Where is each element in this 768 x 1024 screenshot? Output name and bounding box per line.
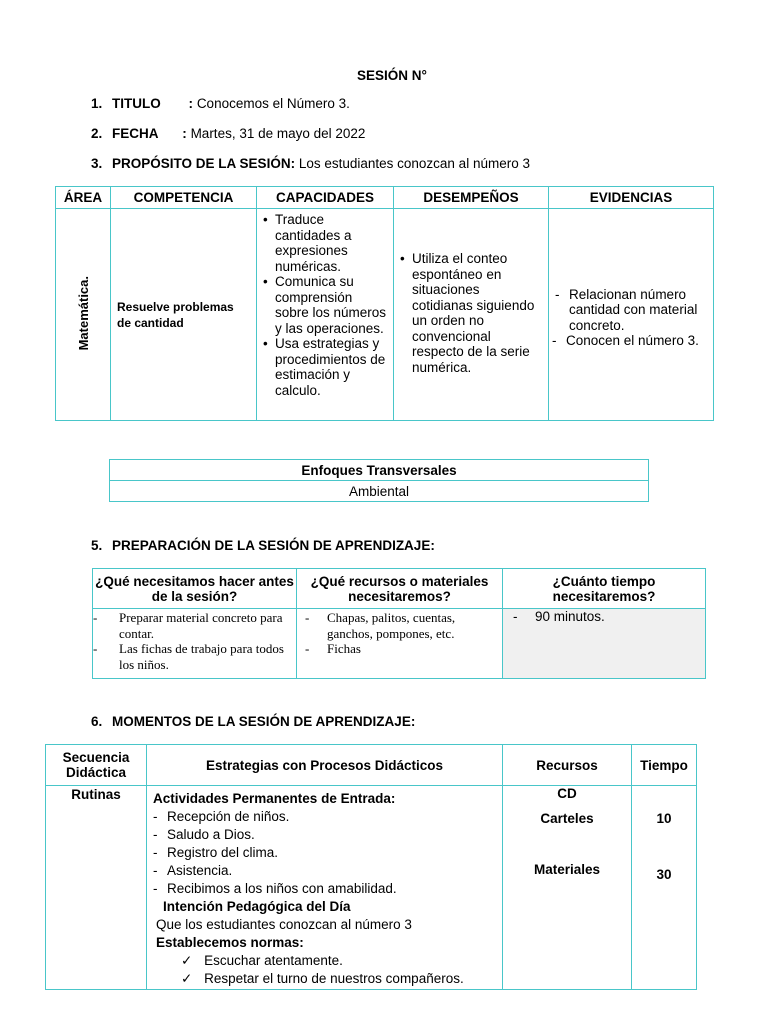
capacidades-cell: [257, 209, 394, 421]
check-icon: ✓: [181, 971, 193, 986]
norms-title: Establecemos normas:: [156, 935, 304, 950]
preparation-table: [92, 568, 706, 679]
prep-header-2: ¿Qué recursos o materiales necesitaremos?: [297, 569, 503, 609]
rutinas-cell: Rutinas: [46, 786, 147, 990]
prep-material: - Chapas, palitos, cuentas, ganchos, pompones, etc.: [305, 610, 498, 641]
capacidad-item: • Usa estrategias y procedimientos de estimación y calculo.: [261, 336, 389, 398]
activity-item: - Recibimos a los niños con amabilidad.: [153, 880, 498, 898]
norm-item: ✓ Respetar el turno de nuestros compañeros.: [181, 971, 464, 986]
prep-header-1: ¿Qué necesitamos hacer antes de la sesión?: [93, 569, 297, 609]
activity-item: - Saludo a Dios.: [153, 826, 498, 844]
intention-title: Intención Pedagógica del Día: [163, 899, 351, 914]
prep-header-3: ¿Cuánto tiempo necesitaremos?: [503, 569, 706, 609]
activities-title: Actividades Permanentes de Entrada:: [153, 791, 396, 806]
moments-header-1: Secuencia Didáctica: [46, 745, 147, 786]
evidencia-item: - Conocen el número 3.: [552, 333, 709, 349]
area-value: Matemática.: [75, 275, 91, 351]
desempenos-cell: [394, 209, 549, 421]
prep-cell-2: [297, 609, 503, 679]
prep-material: - Fichas: [305, 641, 498, 657]
area-cell: [56, 209, 111, 421]
session-title: SESIÓN N°: [357, 68, 427, 83]
competencia-value: Resuelve problemas de cantidad: [117, 299, 234, 330]
intention-text: Que los estudiantes conozcan al número 3: [156, 917, 412, 932]
competencies-table: [55, 186, 714, 421]
section6-heading: 6. MOMENTOS DE LA SESIÓN DE APRENDIZAJE:: [91, 714, 416, 729]
prep-cell-3: [503, 609, 706, 679]
capacidad-item: • Comunica su comprensión sobre los números y las operaciones.: [261, 274, 389, 336]
info-date-line: 2. FECHA : Martes, 31 de mayo del 2022: [91, 126, 366, 141]
capacidad-item: • Traduce cantidades a expresiones numéricas.: [261, 212, 389, 274]
competencia-cell: [111, 209, 257, 421]
activity-item: - Registro del clima.: [153, 844, 498, 862]
moments-header-4: Tiempo: [632, 745, 697, 786]
prep-task: - Las fichas de trabajo para todos los niños.: [93, 641, 292, 672]
section5-heading: 5. PREPARACIÓN DE LA SESIÓN DE APRENDIZAJE:: [91, 538, 435, 553]
info-purpose-line: 3. PROPÓSITO DE LA SESIÓN: Los estudiantes conozcan al número 3: [91, 156, 530, 171]
moments-header-3: Recursos: [503, 745, 632, 786]
header-evidencias: EVIDENCIAS: [549, 187, 714, 209]
recurso-item: Carteles: [540, 811, 594, 826]
header-area: ÁREA: [56, 187, 111, 209]
header-competencia: COMPETENCIA: [111, 187, 257, 209]
activity-item: - Recepción de niños.: [153, 808, 498, 826]
recurso-item: CD: [557, 786, 577, 801]
norm-item: ✓ Escuchar atentamente.: [181, 953, 343, 968]
recurso-item: Materiales: [533, 862, 601, 877]
prep-task: - Preparar material concreto para contar.: [93, 610, 292, 641]
enfoques-title: Enfoques Transversales: [110, 460, 649, 481]
prep-time: - 90 minutos.: [513, 609, 701, 625]
strategies-cell: [147, 786, 503, 990]
enfoques-value: Ambiental: [110, 481, 649, 502]
prep-cell-1: [93, 609, 297, 679]
evidencias-cell: [549, 209, 714, 421]
enfoques-table: [109, 459, 649, 502]
tiempo-item: 10: [656, 811, 672, 826]
recursos-cell: [503, 786, 632, 990]
evidencia-item: - Relacionan número cantidad con material concreto.: [555, 287, 709, 334]
moments-header-2: Estrategias con Procesos Didácticos: [147, 745, 503, 786]
tiempo-item: 30: [656, 867, 672, 882]
desempeno-item: • Utiliza el conteo espontáneo en situaciones cotidianas siguiendo un orden no convencional respecto de la serie numérica.: [398, 251, 544, 375]
moments-table: [45, 744, 697, 990]
header-capacidades: CAPACIDADES: [257, 187, 394, 209]
tiempo-cell: [632, 786, 697, 990]
activity-item: - Asistencia.: [153, 862, 498, 880]
info-title-line: 1. TITULO : Conocemos el Número 3.: [91, 96, 350, 111]
check-icon: ✓: [181, 953, 193, 968]
header-desempenos: DESEMPEÑOS: [394, 187, 549, 209]
